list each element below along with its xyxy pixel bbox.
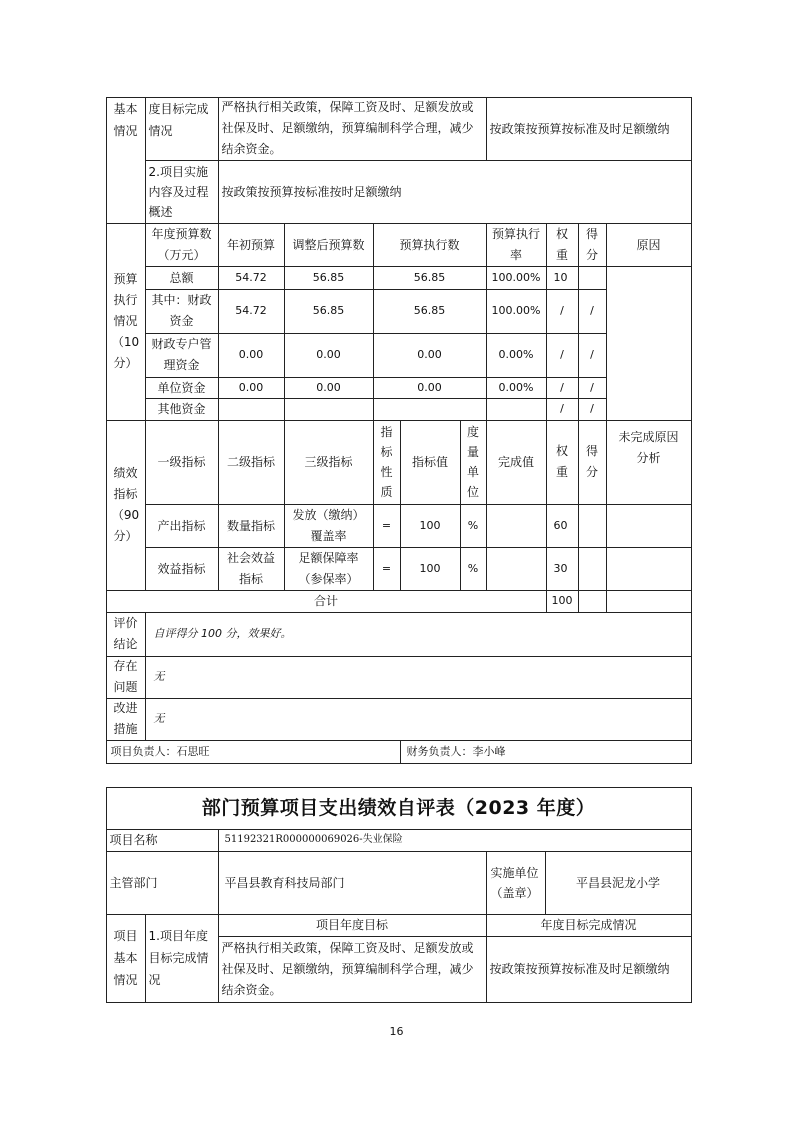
perf-l2: 社会效益指标 — [218, 547, 285, 591]
budget-weight: 10 — [546, 266, 579, 290]
perf-l2: 数量指标 — [218, 504, 285, 548]
budget-row-name: 其中：财政资金 — [145, 289, 219, 334]
budget-header: 原因 — [606, 223, 692, 267]
perf-weight: 60 — [546, 504, 579, 548]
perf-l1: 效益指标 — [145, 547, 219, 591]
budget-header: 权重 — [546, 223, 579, 267]
perf-header: 三级指标 — [284, 420, 374, 505]
basic-info-label: 项目基本情况 — [106, 914, 146, 1003]
budget-rate: 100.00% — [486, 266, 547, 290]
budget-reason — [606, 266, 692, 421]
budget-executed: 56.85 — [373, 266, 487, 290]
perf-header: 完成值 — [486, 420, 547, 505]
total-label: 合计 — [106, 590, 547, 613]
budget-section-label: 预算执行情况（10分） — [106, 223, 146, 421]
goal-text: 严格执行相关政策，保障工资及时、足额发放或社保及时、足额缴纳，预算编制科学合理，减少结余资金。 — [218, 97, 487, 161]
department-value: 平昌县教育科技局部门 — [218, 851, 487, 915]
budget-header: 预算执行数 — [373, 223, 487, 267]
measures-label: 改进措施 — [106, 698, 146, 741]
annual-goal-label: 1.项目年度目标完成情况 — [145, 914, 219, 1003]
budget-adjusted: 0.00 — [284, 333, 374, 378]
budget-weight: / — [546, 289, 579, 334]
budget-adjusted: 56.85 — [284, 266, 374, 290]
perf-l1: 产出指标 — [145, 504, 219, 548]
total-score — [578, 590, 607, 613]
budget-row-name: 其他资金 — [145, 398, 219, 421]
completion-header: 年度目标完成情况 — [486, 914, 692, 937]
perf-reason — [606, 504, 692, 548]
basic-info-label: 基本情况 — [106, 97, 146, 224]
perf-nature: = — [373, 547, 401, 591]
annual-goal-header: 项目年度目标 — [218, 914, 487, 937]
implementation-text: 按政策按预算按标准按时足额缴纳 — [218, 160, 692, 224]
budget-weight: / — [546, 398, 579, 421]
implementing-unit-label: 实施单位（盖章） — [486, 851, 546, 915]
total-reason — [606, 590, 692, 613]
implementing-unit-value: 平昌县泥龙小学 — [545, 851, 692, 915]
perf-value: 100 — [400, 547, 461, 591]
budget-rate: 0.00% — [486, 377, 547, 399]
measures-text: 无 — [145, 698, 692, 741]
goal-label: 度目标完成情况 — [145, 97, 219, 161]
perf-score — [578, 547, 607, 591]
perf-header: 权重 — [546, 420, 579, 505]
perf-header: 指标值 — [400, 420, 461, 505]
perf-nature: = — [373, 504, 401, 548]
perf-unit: % — [460, 504, 487, 548]
table-title: 部门预算项目支出绩效自评表（2023 年度） — [106, 787, 692, 830]
budget-score — [578, 266, 607, 290]
department-label: 主管部门 — [106, 851, 219, 915]
perf-score — [578, 504, 607, 548]
perf-header: 未完成原因分析 — [606, 420, 692, 505]
budget-executed: 0.00 — [373, 333, 487, 378]
budget-adjusted: 56.85 — [284, 289, 374, 334]
perf-unit: % — [460, 547, 487, 591]
problems-label: 存在问题 — [106, 656, 146, 699]
budget-row-name: 财政专户管理资金 — [145, 333, 219, 378]
perf-header: 一级指标 — [145, 420, 219, 505]
problems-text: 无 — [145, 656, 692, 699]
goal-completion: 按政策按预算按标准及时足额缴纳 — [486, 97, 692, 161]
perf-header: 指标性质 — [373, 420, 401, 505]
budget-executed — [373, 398, 487, 421]
perf-done — [486, 547, 547, 591]
completion-text: 按政策按预算按标准及时足额缴纳 — [486, 936, 692, 1003]
project-name-value: 51192321R000000069026-失业保险 — [218, 829, 692, 852]
budget-initial: 0.00 — [218, 377, 285, 399]
perf-done — [486, 504, 547, 548]
budget-executed: 0.00 — [373, 377, 487, 399]
perf-header: 度量单位 — [460, 420, 487, 505]
budget-header: 预算执行率 — [486, 223, 547, 267]
budget-header: 年度预算数（万元） — [145, 223, 219, 267]
perf-l3: 足额保障率（参保率） — [284, 547, 374, 591]
budget-header: 调整后预算数 — [284, 223, 374, 267]
finance-lead: 财务负责人：李小峰 — [400, 740, 692, 764]
conclusion-label: 评价结论 — [106, 612, 146, 657]
perf-l3: 发放（缴纳）覆盖率 — [284, 504, 374, 548]
budget-initial: 54.72 — [218, 266, 285, 290]
budget-row-name: 单位资金 — [145, 377, 219, 399]
implementation-label: 2.项目实施内容及过程概述 — [145, 160, 219, 224]
perf-header: 得分 — [578, 420, 607, 505]
budget-header: 得分 — [578, 223, 607, 267]
budget-weight: / — [546, 333, 579, 378]
budget-initial — [218, 398, 285, 421]
budget-score: / — [578, 398, 607, 421]
total-weight: 100 — [546, 590, 579, 613]
budget-initial: 0.00 — [218, 333, 285, 378]
budget-rate: 100.00% — [486, 289, 547, 334]
conclusion-text: 自评得分 100 分，效果好。 — [145, 612, 692, 657]
perf-header: 二级指标 — [218, 420, 285, 505]
budget-score: / — [578, 289, 607, 334]
budget-header: 年初预算 — [218, 223, 285, 267]
perf-value: 100 — [400, 504, 461, 548]
budget-score: / — [578, 333, 607, 378]
budget-row-name: 总额 — [145, 266, 219, 290]
budget-adjusted — [284, 398, 374, 421]
budget-rate — [486, 398, 547, 421]
budget-weight: / — [546, 377, 579, 399]
perf-weight: 30 — [546, 547, 579, 591]
page-number: 16 — [389, 1025, 404, 1038]
annual-goal-text: 严格执行相关政策，保障工资及时、足额发放或社保及时、足额缴纳，预算编制科学合理，减少结余资金。 — [218, 936, 487, 1003]
project-lead: 项目负责人：石思旺 — [106, 740, 401, 764]
budget-score: / — [578, 377, 607, 399]
perf-section-label: 绩效指标（90分） — [106, 420, 146, 591]
budget-adjusted: 0.00 — [284, 377, 374, 399]
budget-rate: 0.00% — [486, 333, 547, 378]
budget-executed: 56.85 — [373, 289, 487, 334]
budget-initial: 54.72 — [218, 289, 285, 334]
project-name-label: 项目名称 — [106, 829, 219, 852]
perf-reason — [606, 547, 692, 591]
